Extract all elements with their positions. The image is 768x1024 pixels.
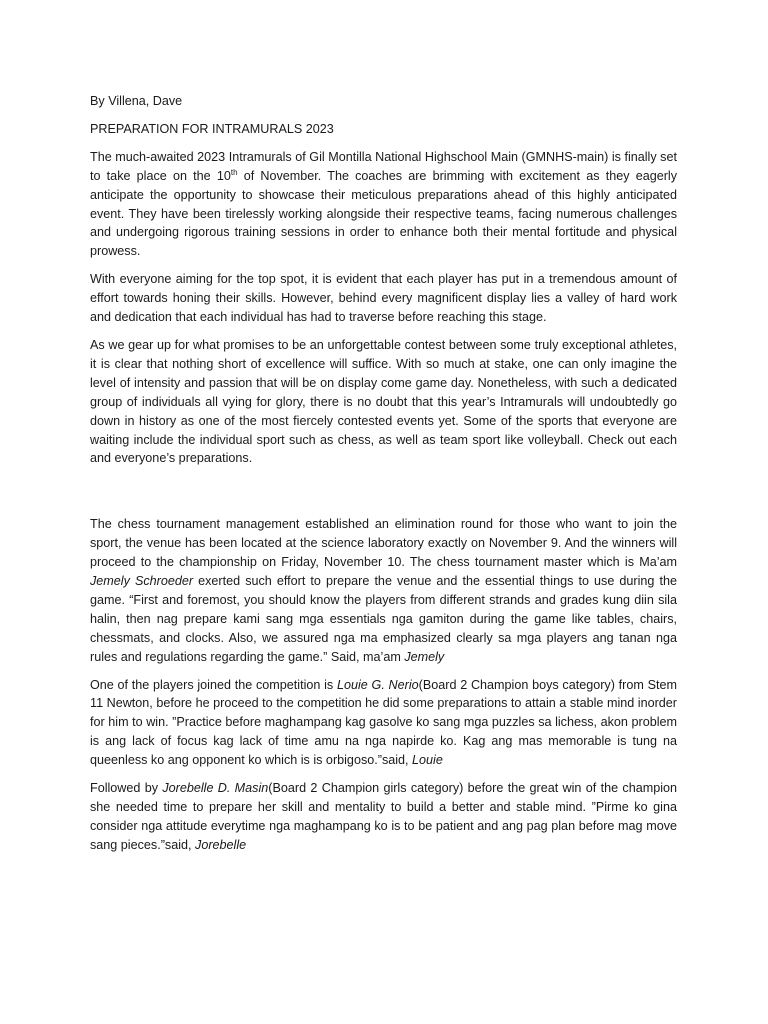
paragraph-effort: With everyone aiming for the top spot, it is evident that each player has put in a tremendous amount of effort towards honing their skills. However, behind every magnificent display lies a valley of hard work and dedication that each individual has had to traverse before reaching this stage. [90, 272, 677, 325]
article-title: PREPARATION FOR INTRAMURALS 2023 [90, 121, 334, 136]
document-page [90, 92, 677, 864]
paragraph-girls-champion: Followed by Jorebelle D. Masin(Board 2 Champion girls category) before the great win of the champion she needed time to prepare her skill and mentality to build a better and stable mind. ”Pirme ko gina consider nga attitude everytime nga maghampang ko is to be patient and ang pag plan before mag move sang pieces.”said, Jorebelle [90, 781, 678, 852]
person-name: Jemely Schroeder [90, 574, 194, 589]
paragraph-chess-tournament: The chess tournament management established an elimination round for those who want to join the sport, the venue has been located at the science laboratory exactly on November 9. And the winners will proceed to the championship on Friday, November 10. The chess tournament master which is Ma’am Jemely Schroeder exerted such effort to prepare the venue and the essential things to use during the game. “First and foremost, you should know the players from different strands and grades kung diin sila halin, then nag prepare kami sang mga essentials nga gamiton during the game like tables, chairs, chessmats, and clocks. Also, we assured nga ma emphasized clearly sa mga players ang tanan nga rules and regulations regarding the game.” Said, ma’am Jemely [90, 517, 677, 664]
person-name: Louie [412, 753, 443, 768]
person-name: Jorebelle [195, 837, 247, 852]
byline: By Villena, Dave [90, 94, 183, 108]
person-name: Jorebelle D. Masin [162, 781, 269, 796]
person-name: Louie G. Nerio [336, 677, 419, 692]
ordinal-suffix: th [230, 167, 238, 177]
person-name: Jemely [404, 649, 445, 664]
section-spacer [90, 477, 677, 515]
paragraph-boys-champion: One of the players joined the competition is Louie G. Nerio(Board 2 Champion boys category) from Stem 11 Newton, before he proceed to the competition he did some preparations to attain a stable mind inorder for him to win. ”Practice before maghampang kag gasolve ko sang mga puzzles sa lichess, akon problem is ang lack of focus kag lack of time amu na nga napirde ko. Kag ang mas memorable is tung na queenless ko ang opponent ko which is is orbigoso.”said, Louie [90, 677, 677, 768]
paragraph-intro: The much-awaited 2023 Intramurals of Gil Montilla National Highschool Main (GMNHS-main) is finally set to take place on the 10th of November. The coaches are brimming with excitement as they eagerly anticipate the opportunity to showcase their meticulous preparations ahead of this highly anticipated event. They have been tirelessly working alongside their respective teams, facing numerous challenges and undergoing rigorous training sessions in order to enhance both their mental fortitude and physical prowess. [90, 149, 677, 259]
paragraph-contest: As we gear up for what promises to be an unforgettable contest between some truly exceptional athletes, it is clear that nothing short of excellence will suffice. With so much at stake, one can only imagine the level of intensity and passion that will be on display come game day. Nonetheless, with such a dedicated group of individuals all vying for glory, there is no doubt that this year’s Intramurals will undoubtedly go down in history as one of the most fiercely contested events yet. Some of the sports that everyone are waiting include the individual sport such as chess, as well as team sport like volleyball. Check out each and everyone’s preparations. [90, 337, 677, 466]
